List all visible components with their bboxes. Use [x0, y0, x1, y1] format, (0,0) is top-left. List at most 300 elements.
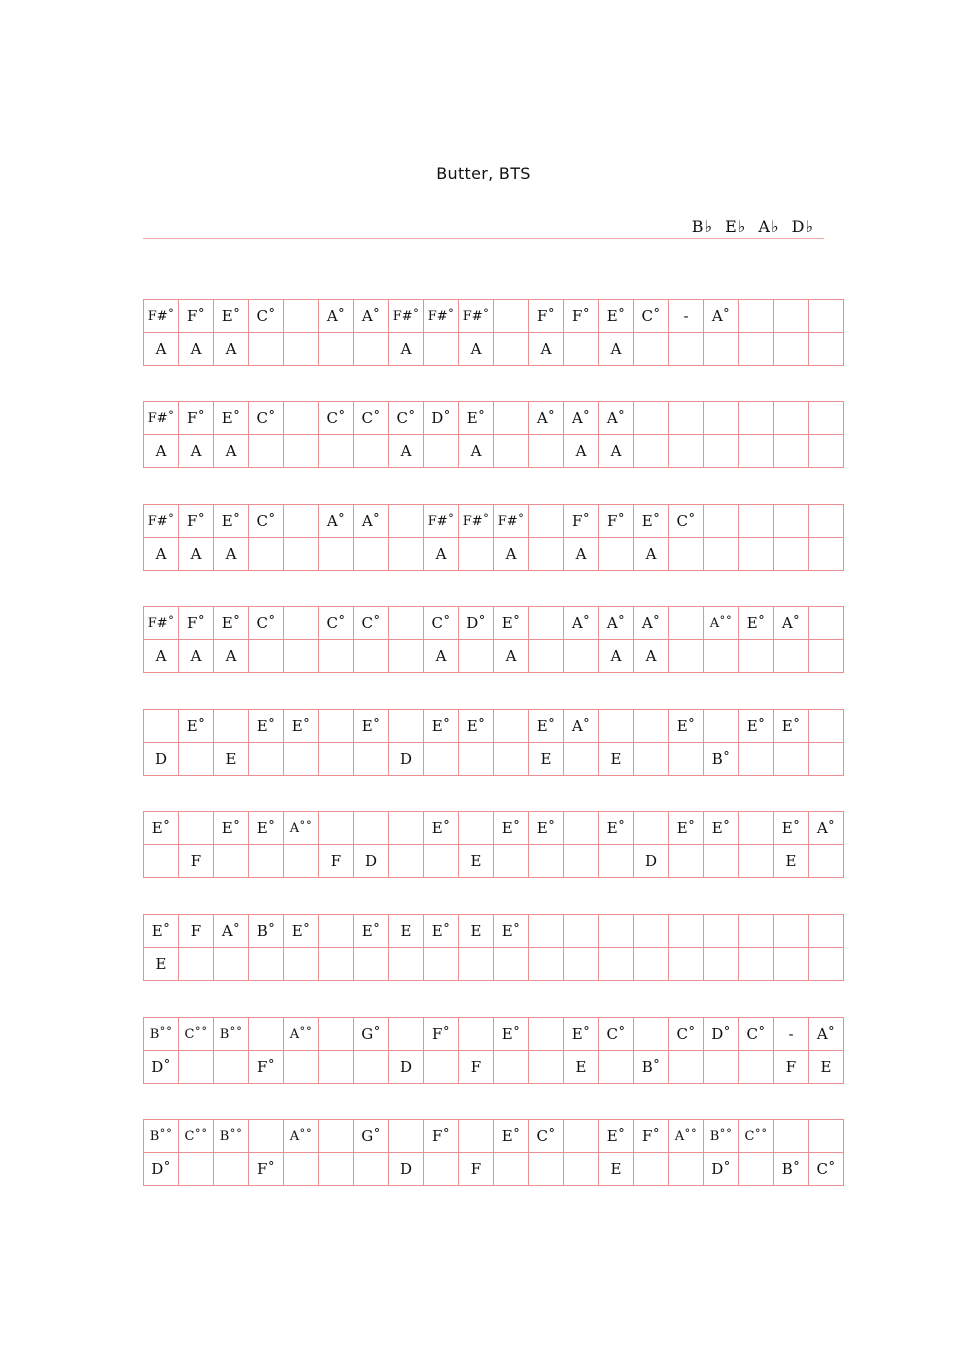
note-cell — [249, 743, 284, 776]
note-cell: B˚˚ — [704, 1120, 739, 1153]
note-grid-block — [143, 709, 844, 776]
note-cell — [284, 505, 319, 538]
note-cell — [739, 915, 774, 948]
note-cell: A˚ — [599, 402, 634, 435]
note-cell — [634, 948, 669, 981]
note-cell: E˚ — [144, 915, 179, 948]
note-cell: C˚ — [319, 402, 354, 435]
note-cell: C˚ — [354, 402, 389, 435]
note-cell — [739, 1153, 774, 1186]
note-cell — [599, 538, 634, 571]
note-cell — [354, 333, 389, 366]
note-cell: F — [179, 915, 214, 948]
note-cell: A˚˚ — [669, 1120, 704, 1153]
note-cell: E˚ — [284, 710, 319, 743]
note-cell: A — [389, 435, 424, 468]
note-cell: E — [389, 915, 424, 948]
note-cell — [809, 505, 844, 538]
note-cell — [669, 948, 704, 981]
note-cell: F˚ — [179, 505, 214, 538]
note-cell — [809, 538, 844, 571]
upper-note-row — [144, 915, 844, 948]
note-cell — [634, 1153, 669, 1186]
note-cell: A — [459, 333, 494, 366]
note-cell: F˚ — [424, 1018, 459, 1051]
note-cell — [704, 435, 739, 468]
note-cell — [669, 1153, 704, 1186]
note-cell — [284, 743, 319, 776]
note-cell: C˚ — [599, 1018, 634, 1051]
note-cell — [669, 607, 704, 640]
note-cell — [389, 710, 424, 743]
note-cell: G˚ — [354, 1018, 389, 1051]
note-cell: C˚ — [389, 402, 424, 435]
note-cell: D — [389, 1153, 424, 1186]
note-cell — [774, 1120, 809, 1153]
note-cell: E˚ — [494, 915, 529, 948]
note-cell: E˚ — [214, 812, 249, 845]
note-cell — [284, 300, 319, 333]
note-cell — [354, 538, 389, 571]
note-cell: A˚ — [354, 505, 389, 538]
note-cell — [704, 915, 739, 948]
upper-note-row — [144, 607, 844, 640]
note-cell — [634, 333, 669, 366]
note-cell: A — [214, 333, 249, 366]
note-cell: E˚ — [179, 710, 214, 743]
note-cell: B˚˚ — [214, 1120, 249, 1153]
note-cell — [424, 948, 459, 981]
note-cell — [739, 505, 774, 538]
note-cell: F — [319, 845, 354, 878]
note-cell — [284, 538, 319, 571]
note-cell: A — [634, 538, 669, 571]
note-cell: A˚ — [774, 607, 809, 640]
note-cell — [424, 435, 459, 468]
note-cell — [634, 402, 669, 435]
note-cell: F#˚ — [424, 505, 459, 538]
note-cell — [284, 640, 319, 673]
key-signature-note: A♭ — [758, 217, 780, 236]
note-cell: E˚ — [214, 300, 249, 333]
note-cell — [564, 948, 599, 981]
note-cell — [774, 538, 809, 571]
note-cell — [774, 300, 809, 333]
note-cell: A — [634, 640, 669, 673]
note-cell: E˚ — [249, 812, 284, 845]
key-signature-note: D♭ — [791, 217, 814, 236]
note-cell: G˚ — [354, 1120, 389, 1153]
note-cell: D˚ — [144, 1051, 179, 1084]
note-cell: A˚ — [319, 505, 354, 538]
note-cell: F — [459, 1051, 494, 1084]
upper-note-row — [144, 402, 844, 435]
note-cell: A — [214, 640, 249, 673]
note-cell — [809, 948, 844, 981]
note-cell — [809, 1120, 844, 1153]
note-grid-block — [143, 606, 844, 673]
note-cell: A˚˚ — [704, 607, 739, 640]
note-cell — [599, 845, 634, 878]
note-cell — [179, 743, 214, 776]
note-cell — [739, 1051, 774, 1084]
note-cell: C˚ — [529, 1120, 564, 1153]
note-cell — [494, 948, 529, 981]
note-cell — [284, 607, 319, 640]
note-cell — [389, 505, 424, 538]
note-cell: C˚ — [319, 607, 354, 640]
note-cell — [774, 915, 809, 948]
upper-note-row — [144, 812, 844, 845]
note-cell — [249, 845, 284, 878]
note-cell: F˚ — [179, 300, 214, 333]
note-cell — [669, 743, 704, 776]
note-cell — [809, 743, 844, 776]
note-cell: C˚ — [424, 607, 459, 640]
note-cell: F˚ — [634, 1120, 669, 1153]
note-cell: E˚ — [494, 607, 529, 640]
note-cell: A — [144, 538, 179, 571]
note-cell: D˚ — [704, 1018, 739, 1051]
note-cell — [459, 538, 494, 571]
lower-note-row — [144, 333, 844, 366]
note-cell — [704, 845, 739, 878]
note-cell: E — [459, 915, 494, 948]
note-cell: F˚ — [564, 505, 599, 538]
note-cell — [249, 538, 284, 571]
note-cell — [564, 1153, 599, 1186]
note-cell: E˚ — [354, 915, 389, 948]
note-cell: E˚ — [634, 505, 669, 538]
note-cell — [319, 812, 354, 845]
note-cell — [389, 607, 424, 640]
note-cell — [319, 435, 354, 468]
note-cell — [354, 1051, 389, 1084]
note-cell — [529, 607, 564, 640]
note-cell — [389, 845, 424, 878]
note-cell — [564, 640, 599, 673]
note-cell — [319, 1120, 354, 1153]
note-cell: A — [599, 435, 634, 468]
upper-note-row — [144, 1120, 844, 1153]
note-cell: C˚ — [249, 300, 284, 333]
note-cell — [354, 640, 389, 673]
note-cell: A — [179, 435, 214, 468]
note-cell: B˚ — [704, 743, 739, 776]
note-cell: E — [214, 743, 249, 776]
note-cell: C˚ — [354, 607, 389, 640]
note-cell — [319, 710, 354, 743]
note-cell: E — [599, 743, 634, 776]
sheet-title: Butter, BTS — [436, 164, 531, 183]
note-cell — [774, 505, 809, 538]
note-cell: A — [144, 333, 179, 366]
note-cell — [669, 845, 704, 878]
note-cell: A˚ — [564, 607, 599, 640]
note-cell — [179, 1051, 214, 1084]
upper-note-row — [144, 505, 844, 538]
note-cell — [214, 1153, 249, 1186]
note-cell: A — [179, 640, 214, 673]
note-cell — [319, 1153, 354, 1186]
note-cell: A˚ — [214, 915, 249, 948]
note-cell — [459, 948, 494, 981]
note-cell — [494, 710, 529, 743]
note-cell — [564, 743, 599, 776]
upper-note-row — [144, 1018, 844, 1051]
note-grid-block — [143, 811, 844, 878]
note-cell — [564, 333, 599, 366]
note-cell: F#˚ — [144, 607, 179, 640]
key-signature-note: E♭ — [725, 217, 747, 236]
note-cell: F#˚ — [424, 300, 459, 333]
note-cell: C˚˚ — [179, 1018, 214, 1051]
note-cell: E — [144, 948, 179, 981]
note-cell: - — [774, 1018, 809, 1051]
note-cell: E˚ — [214, 402, 249, 435]
note-cell — [319, 333, 354, 366]
note-cell: A˚ — [354, 300, 389, 333]
note-cell: D — [354, 845, 389, 878]
note-cell: E˚ — [774, 710, 809, 743]
note-grid-block — [143, 504, 844, 571]
note-cell: F — [774, 1051, 809, 1084]
note-cell — [459, 640, 494, 673]
note-cell: E˚ — [249, 710, 284, 743]
note-cell: C˚ — [249, 607, 284, 640]
note-cell: E˚ — [669, 812, 704, 845]
note-cell: A˚ — [564, 710, 599, 743]
note-cell — [669, 640, 704, 673]
note-cell — [774, 435, 809, 468]
note-cell: E˚ — [284, 915, 319, 948]
note-cell — [774, 948, 809, 981]
note-cell — [354, 1153, 389, 1186]
note-cell: A — [564, 538, 599, 571]
note-cell — [354, 743, 389, 776]
note-cell: A˚˚ — [284, 1120, 319, 1153]
note-cell: D˚ — [424, 402, 459, 435]
note-cell: A˚ — [529, 402, 564, 435]
note-cell — [669, 333, 704, 366]
note-cell — [809, 710, 844, 743]
note-cell — [704, 333, 739, 366]
note-cell — [494, 1153, 529, 1186]
note-cell: A — [144, 435, 179, 468]
note-cell — [424, 1153, 459, 1186]
note-cell: E˚ — [669, 710, 704, 743]
note-cell: B˚˚ — [144, 1120, 179, 1153]
note-cell: E˚ — [144, 812, 179, 845]
note-cell: C˚ — [249, 505, 284, 538]
note-cell: E˚ — [424, 915, 459, 948]
note-cell: D — [144, 743, 179, 776]
note-cell — [494, 845, 529, 878]
note-cell — [529, 915, 564, 948]
note-cell: A — [214, 538, 249, 571]
note-cell: E˚ — [739, 710, 774, 743]
note-cell: F˚ — [564, 300, 599, 333]
note-cell: F — [459, 1153, 494, 1186]
note-cell: D˚ — [144, 1153, 179, 1186]
note-cell — [529, 640, 564, 673]
note-cell — [319, 640, 354, 673]
note-cell: E˚ — [494, 812, 529, 845]
note-cell: C˚ — [739, 1018, 774, 1051]
header-divider — [143, 238, 824, 239]
note-cell: F#˚ — [144, 300, 179, 333]
note-cell — [249, 333, 284, 366]
note-cell: B˚ — [634, 1051, 669, 1084]
key-signature — [686, 217, 814, 236]
note-cell — [774, 743, 809, 776]
note-cell: F˚ — [529, 300, 564, 333]
note-cell — [529, 1153, 564, 1186]
note-cell — [494, 435, 529, 468]
note-cell: F#˚ — [389, 300, 424, 333]
note-cell: A˚˚ — [284, 812, 319, 845]
note-cell — [739, 948, 774, 981]
note-cell — [634, 915, 669, 948]
note-cell: - — [669, 300, 704, 333]
note-cell: A — [179, 333, 214, 366]
note-cell: F˚ — [249, 1051, 284, 1084]
note-cell — [809, 640, 844, 673]
note-cell — [249, 1018, 284, 1051]
note-cell: C˚ — [669, 1018, 704, 1051]
note-cell — [284, 845, 319, 878]
note-cell — [389, 1018, 424, 1051]
note-cell — [739, 538, 774, 571]
note-cell: A — [389, 333, 424, 366]
note-cell — [774, 402, 809, 435]
lower-note-row — [144, 640, 844, 673]
note-cell: E˚ — [214, 607, 249, 640]
note-cell — [494, 402, 529, 435]
note-cell — [529, 1051, 564, 1084]
upper-note-row — [144, 710, 844, 743]
note-cell — [529, 1018, 564, 1051]
note-cell: E — [809, 1051, 844, 1084]
lower-note-row — [144, 1051, 844, 1084]
note-grid-block — [143, 1119, 844, 1186]
note-cell — [284, 1153, 319, 1186]
note-cell: E — [564, 1051, 599, 1084]
note-cell — [809, 402, 844, 435]
note-cell — [389, 812, 424, 845]
note-cell: B˚ — [774, 1153, 809, 1186]
note-cell — [319, 743, 354, 776]
note-cell — [809, 915, 844, 948]
note-cell — [739, 435, 774, 468]
note-cell — [249, 640, 284, 673]
note-cell: A — [599, 640, 634, 673]
note-cell — [669, 435, 704, 468]
note-cell — [284, 948, 319, 981]
note-cell — [214, 710, 249, 743]
note-cell: A — [144, 640, 179, 673]
note-cell — [319, 948, 354, 981]
note-cell: C˚ — [809, 1153, 844, 1186]
note-cell — [669, 538, 704, 571]
note-cell: E — [599, 1153, 634, 1186]
note-cell: E˚ — [494, 1120, 529, 1153]
note-cell — [214, 1051, 249, 1084]
note-cell — [669, 402, 704, 435]
note-cell: F˚ — [599, 505, 634, 538]
note-cell — [319, 915, 354, 948]
note-cell — [529, 845, 564, 878]
lower-note-row — [144, 538, 844, 571]
note-cell: F˚ — [249, 1153, 284, 1186]
note-cell — [529, 538, 564, 571]
note-cell — [179, 948, 214, 981]
note-cell — [529, 435, 564, 468]
note-cell: E˚ — [354, 710, 389, 743]
note-cell — [564, 915, 599, 948]
note-cell — [529, 505, 564, 538]
note-cell: D — [389, 743, 424, 776]
note-cell — [669, 915, 704, 948]
note-cell — [424, 1051, 459, 1084]
note-cell — [564, 812, 599, 845]
note-cell — [354, 812, 389, 845]
note-cell — [774, 640, 809, 673]
note-cell: F — [179, 845, 214, 878]
note-cell — [249, 948, 284, 981]
note-cell — [564, 1120, 599, 1153]
note-cell: F#˚ — [459, 505, 494, 538]
note-cell — [634, 1018, 669, 1051]
note-cell: A — [459, 435, 494, 468]
note-cell — [284, 402, 319, 435]
note-cell — [249, 1120, 284, 1153]
note-cell — [494, 333, 529, 366]
note-cell — [634, 812, 669, 845]
note-cell: E˚ — [424, 710, 459, 743]
note-cell: E˚ — [599, 300, 634, 333]
note-cell — [319, 1018, 354, 1051]
note-cell: F#˚ — [144, 402, 179, 435]
lower-note-row — [144, 948, 844, 981]
note-cell: A˚ — [809, 812, 844, 845]
note-cell: A˚˚ — [284, 1018, 319, 1051]
note-cell — [809, 300, 844, 333]
note-cell — [284, 435, 319, 468]
note-cell: F˚ — [179, 402, 214, 435]
note-cell — [599, 710, 634, 743]
note-cell — [704, 640, 739, 673]
note-cell: A — [424, 640, 459, 673]
note-cell — [739, 300, 774, 333]
note-cell — [284, 333, 319, 366]
note-cell: E — [774, 845, 809, 878]
note-cell — [144, 710, 179, 743]
note-cell: A — [494, 640, 529, 673]
note-cell: E˚ — [599, 812, 634, 845]
note-cell — [179, 812, 214, 845]
note-cell — [529, 948, 564, 981]
note-cell: A — [599, 333, 634, 366]
note-cell: E — [529, 743, 564, 776]
lower-note-row — [144, 435, 844, 468]
note-cell: F#˚ — [459, 300, 494, 333]
note-cell — [389, 640, 424, 673]
note-cell: E˚ — [424, 812, 459, 845]
note-cell — [494, 300, 529, 333]
note-cell — [354, 948, 389, 981]
note-cell: E˚ — [459, 402, 494, 435]
